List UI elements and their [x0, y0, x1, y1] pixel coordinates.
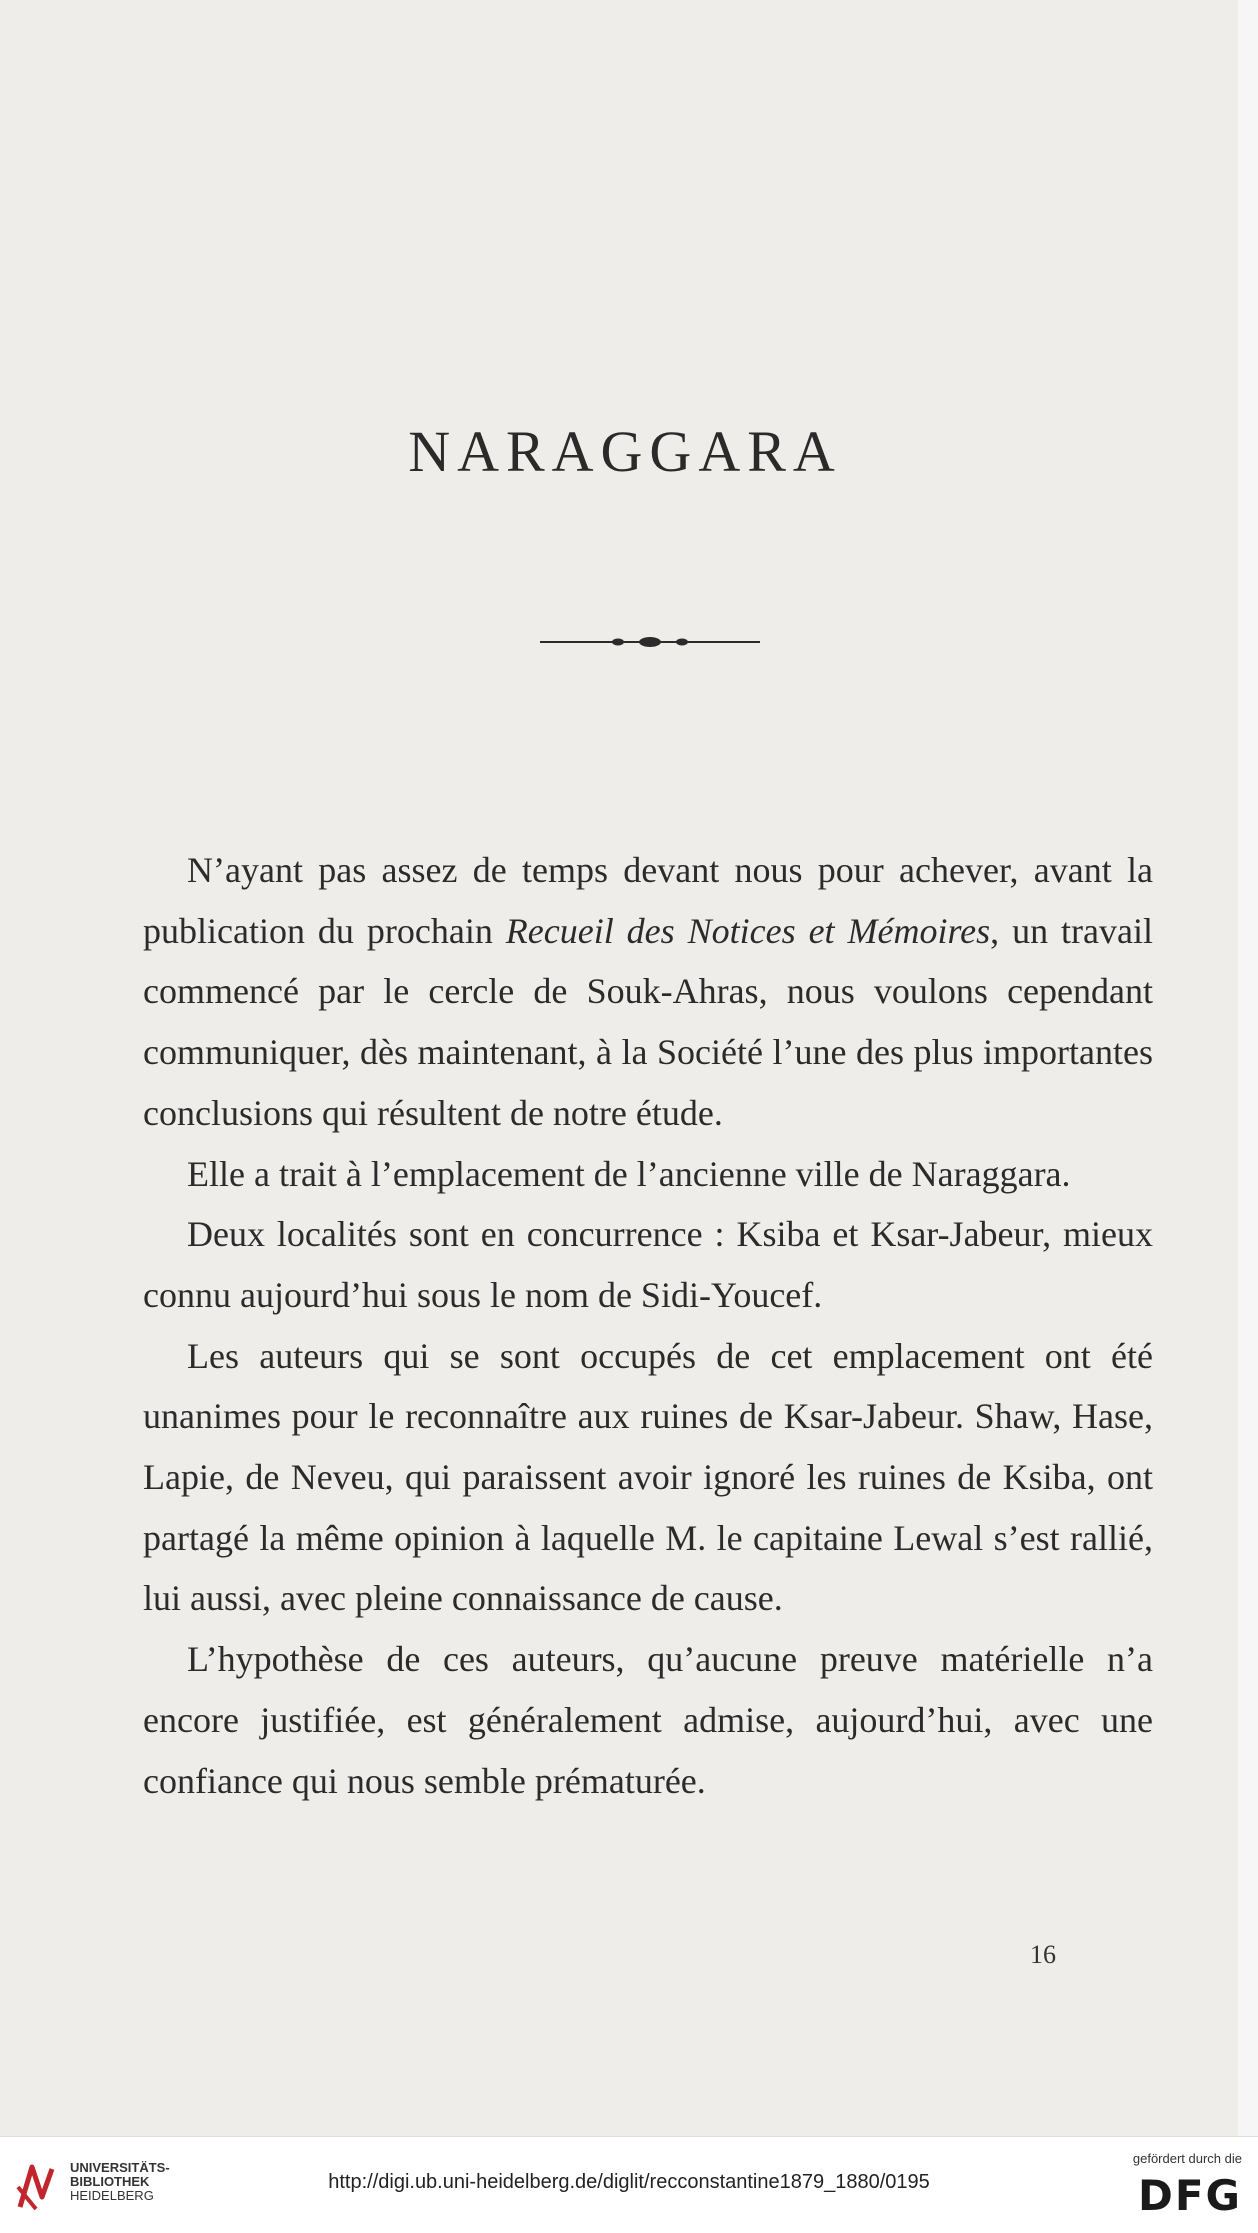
- dfg-logo: DFG: [1137, 2171, 1242, 2220]
- paragraph: N’ayant pas assez de temps devant nous pour achever, avant la publication du prochain Recueil des Notices et Mémoires, un travail commencé par le cercle de Souk-Ahras, nous voulons cependant communiquer, dès maintenant, à la Société l’une des plus importantes conclusions qui résultent de notre étude.: [143, 850, 1154, 1133]
- page-title: NARAGGARA: [408, 419, 842, 484]
- viewer-footer: [0, 2136, 1258, 2233]
- body-text: [143, 840, 1153, 1811]
- paragraph: Les auteurs qui se sont occupés de cet emplacement ont été unanimes pour le reconnaître aux ruines de Ksar-Jabeur. Shaw, Hase, Lapie, de Neveu, qui paraissent avoir ignoré les ruines de Ksiba, ont partagé la même opinion à laquelle M. le capitaine Lewal s’est rallié, lui aussi, avec pleine connaissance de cause.: [143, 1335, 1153, 1619]
- paragraph: L’hypothèse de ces auteurs, qu’aucune preuve matérielle n’a encore justifiée, est généralement admise, aujourd’hui, avec une confiance qui nous semble prématurée.: [143, 1639, 1153, 1801]
- paragraph: Elle a trait à l’emplacement de l’ancienne ville de Naraggara.: [187, 1153, 1071, 1194]
- italic-title: Recueil des Notices et Mémoires: [505, 910, 991, 951]
- ornament-divider: [540, 630, 760, 654]
- paragraph: Deux localités sont en concurrence : Ksiba et Ksar-Jabeur, mieux connu aujourd’hui sous le nom de Sidi-Youcef.: [143, 1214, 1153, 1315]
- library-name-line: BIBLIOTHEK: [70, 2174, 150, 2189]
- library-name-line: HEIDELBERG: [70, 2188, 154, 2203]
- library-name-line: UNIVERSITÄTS-: [70, 2160, 170, 2175]
- source-url-link[interactable]: http://digi.ub.uni-heidelberg.de/diglit/recconstantine1879_1880/0195: [328, 2171, 930, 2193]
- scan-edge: [1238, 0, 1258, 2136]
- page-number: 16: [1030, 1940, 1056, 1969]
- funding-label: gefördert durch die: [1132, 2151, 1242, 2166]
